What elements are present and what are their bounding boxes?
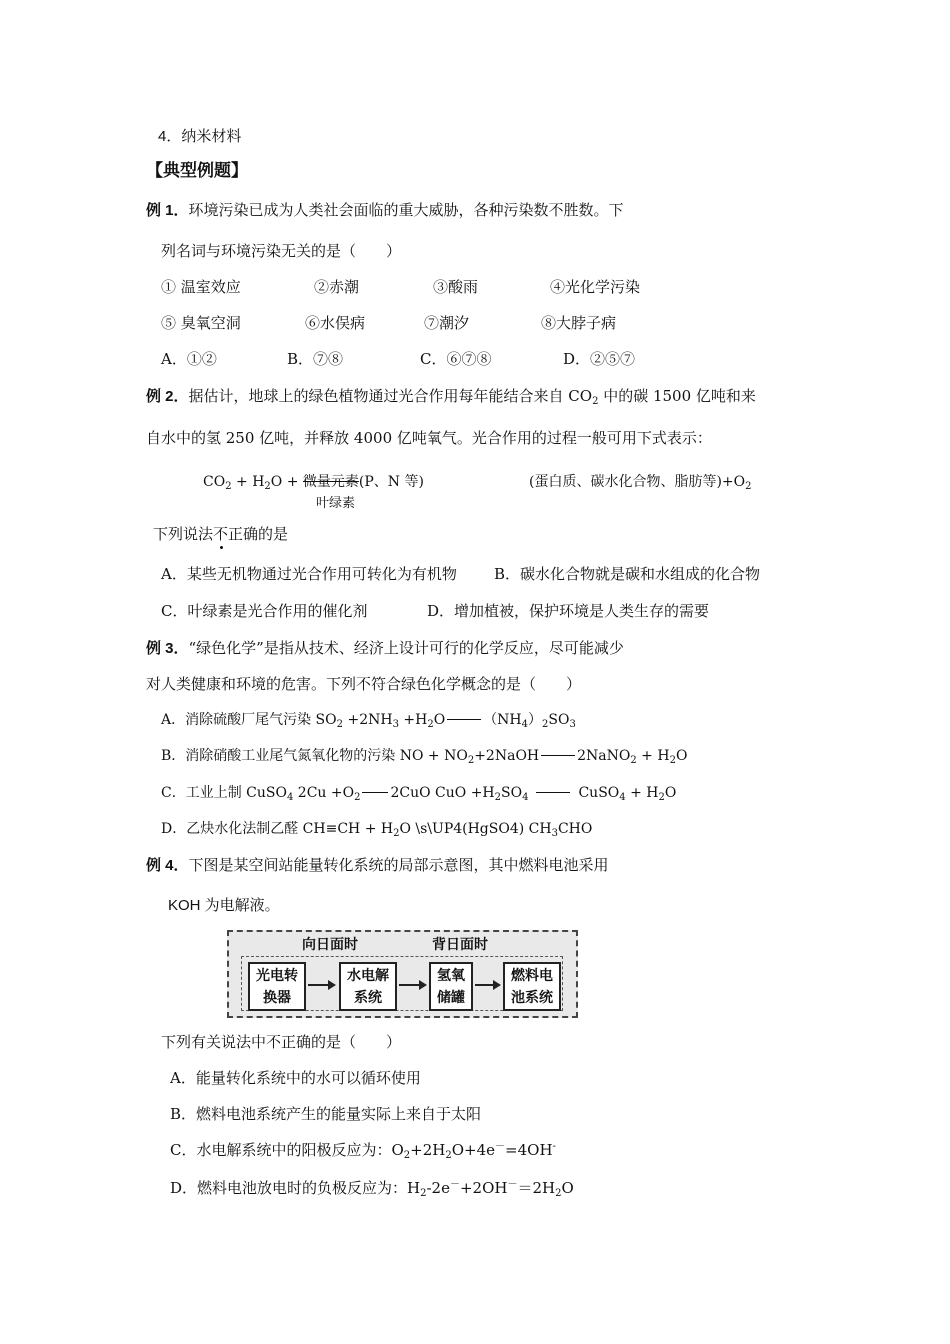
q3-a-text: A．消除硫酸厂尾气污染 SO xyxy=(161,712,337,728)
q3-b-text: B．消除硝酸工业尾气氮氧化物的污染 NO + NO xyxy=(161,748,468,764)
sub: 4 xyxy=(521,719,529,730)
q3-b-eq2: 2NaNO xyxy=(577,748,631,764)
q3-a-eq6: SO xyxy=(548,712,570,728)
q1-text1: 环境污染已成为人类社会面临的重大威胁，各种污染数不胜数。下 xyxy=(188,201,624,219)
q3-c-eq4: CuSO xyxy=(578,785,620,801)
q1-option-a: A．①② xyxy=(161,350,217,368)
box-line: 系统 xyxy=(354,990,382,1006)
eq-h: + H xyxy=(231,474,265,490)
q1-option-b: B．⑦⑧ xyxy=(287,350,344,368)
q2-option-a: A．某些无机物通过光合作用可转化为有机物 xyxy=(161,565,457,583)
equals-line xyxy=(447,719,481,720)
q3-option-c xyxy=(161,783,676,803)
q3-c-eq3: SO xyxy=(501,785,523,801)
q3-line1 xyxy=(146,638,624,659)
q2-option-b: B．碳水化合物就是碳和水组成的化合物 xyxy=(494,565,761,583)
sub: 2 xyxy=(354,792,361,803)
box-line: 池系统 xyxy=(511,990,553,1006)
q3-b-eq4: O xyxy=(675,748,688,764)
q3-a-eq4: （NH xyxy=(483,712,522,728)
diagram-arrow xyxy=(399,984,425,986)
q4-option-d xyxy=(170,1178,574,1198)
diagram-night-label: 背日面时 xyxy=(432,937,488,953)
q4-line2: KOH 为电解液。 xyxy=(168,897,280,914)
q4-line1 xyxy=(146,855,609,876)
sub: 2 xyxy=(669,755,676,766)
equals-line xyxy=(541,755,575,756)
q4-d-a: D．燃料电池放电时的负极反应为：H xyxy=(170,1179,421,1197)
q1-line1 xyxy=(146,200,624,221)
q4-c-c: O+4e xyxy=(451,1141,496,1159)
sup: － xyxy=(507,1179,518,1190)
equals-line xyxy=(362,792,388,793)
equals-line xyxy=(536,792,570,793)
q1-item-2: ②赤潮 xyxy=(314,278,360,296)
q3-c-eq1: 2Cu +O xyxy=(293,785,355,801)
q4-text1: 下图是某空间站能量转化系统的局部示意图，其中燃料电池采用 xyxy=(188,856,609,874)
q1-item-5: ⑤ 臭氧空洞 xyxy=(161,314,241,332)
diagram-box-photoelectric xyxy=(248,962,306,1011)
section-4-title: 4．纳米材料 xyxy=(158,128,242,145)
q1-option-d: D．②⑤⑦ xyxy=(563,350,636,368)
q2-equation-right xyxy=(529,472,752,492)
sub: 2 xyxy=(445,1150,452,1161)
sub: 4 xyxy=(619,792,626,803)
q3-text1: “绿色化学”是指从技术、经济上设计可行的化学反应，尽可能减少 xyxy=(188,639,624,657)
q2-stem-emphasis: 不 xyxy=(213,525,229,543)
eq-products: (蛋白质、碳水化合物、脂肪等)+O xyxy=(529,474,746,490)
q2-stem-b: 正确的是 xyxy=(228,525,289,543)
q2-text1a: 据估计，地球上的绿色植物通过光合作用每年能结合来自 CO xyxy=(188,387,593,405)
sub: 2 xyxy=(630,755,637,766)
q4-c-a: C．水电解系统中的阳极反应为：O xyxy=(170,1141,404,1159)
box-line: 储罐 xyxy=(437,990,465,1006)
sub: 2 xyxy=(658,792,665,803)
q3-a-eq2: +H xyxy=(398,712,428,728)
q1-item-1: ① 温室效应 xyxy=(161,278,241,296)
q4-label: 例 4． xyxy=(146,857,189,874)
q3-b-eq3: + H xyxy=(636,748,670,764)
sub: 3 xyxy=(392,719,399,730)
eq-pn: (P、N 等) xyxy=(358,474,424,490)
q2-option-c: C．叶绿素是光合作用的催化剂 xyxy=(161,602,368,620)
q3-b-eq1: +2NaOH xyxy=(474,748,540,764)
q4-option-b: B．燃料电池系统产生的能量实际上来自于太阳 xyxy=(170,1105,482,1123)
q1-option-c: C．⑥⑦⑧ xyxy=(420,350,492,368)
box-line: 光电转 xyxy=(256,968,298,984)
eq-struck-text: 微量元素 xyxy=(302,474,359,490)
q4-option-c xyxy=(170,1140,556,1160)
sub: 2 xyxy=(427,719,434,730)
q2-stem-a: 下列说法 xyxy=(153,525,214,543)
q1-item-4: ④光化学污染 xyxy=(550,278,641,296)
q4-option-a: A．能量转化系统中的水可以循环使用 xyxy=(170,1069,421,1087)
q4-c-b: +2H xyxy=(410,1141,446,1159)
q2-stem xyxy=(153,524,288,544)
sub: 3 xyxy=(569,719,576,730)
box-line: 换器 xyxy=(263,990,291,1006)
eq-o: O + xyxy=(270,474,303,490)
eq-sub: 2 xyxy=(225,481,232,492)
q2-option-d: D．增加植被，保护环境是人类生存的需要 xyxy=(427,602,710,620)
q1-item-7: ⑦潮汐 xyxy=(424,314,470,332)
sub: 4 xyxy=(522,792,529,803)
q1-label: 例 1． xyxy=(146,202,189,219)
diagram-arrow xyxy=(308,984,334,986)
sub: 2 xyxy=(542,719,549,730)
q3-option-b xyxy=(161,746,687,766)
q4-d-e: O xyxy=(561,1179,574,1197)
q4-d-c: +2OH xyxy=(459,1179,508,1197)
q2-line2: 自水中的氢 250 亿吨，并释放 4000 亿吨氧气。光合作用的过程一般可用下式表示： xyxy=(146,429,712,447)
q3-c-text: C．工业上制 CuSO xyxy=(161,785,287,801)
q4-stem: 下列有关说法中不正确的是（ ） xyxy=(161,1033,402,1051)
box-line: 水电解 xyxy=(347,968,389,984)
q2-equation-left xyxy=(203,472,424,492)
q3-c-eq5: + H xyxy=(625,785,659,801)
q4-c-d: =4OH xyxy=(505,1141,553,1159)
section-heading: 【典型例题】 xyxy=(146,161,248,180)
diagram-box-electrolysis xyxy=(339,962,397,1011)
sub: 2 xyxy=(420,1188,427,1199)
q3-d-text: D．乙炔水化法制乙醛 CH≡CH + H xyxy=(161,821,394,837)
q3-option-d xyxy=(161,819,592,839)
diagram-arrow xyxy=(475,984,499,986)
box-line: 燃料电 xyxy=(511,968,553,984)
q1-item-3: ③酸雨 xyxy=(433,278,479,296)
q4-d-b: -2e xyxy=(426,1179,450,1197)
q2-label: 例 2． xyxy=(146,388,189,405)
q3-c-eq6: O xyxy=(664,785,677,801)
q3-c-eq2: 2CuO CuO +H xyxy=(390,785,495,801)
q2-line1 xyxy=(146,386,756,407)
q3-d-eq1: O \s\UP4(HgSO4) CH xyxy=(399,821,552,837)
q3-a-eq3: O xyxy=(433,712,446,728)
q3-line2: 对人类健康和环境的危害。下列不符合绿色化学概念的是（ ） xyxy=(146,675,582,693)
sub: 2 xyxy=(555,1188,562,1199)
q1-item-6: ⑥水俣病 xyxy=(305,314,366,332)
sup: － xyxy=(449,1179,460,1190)
box-line: 氢氧 xyxy=(437,968,465,984)
diagram-day-label: 向日面时 xyxy=(302,937,358,953)
energy-system-diagram xyxy=(227,930,578,1018)
eq-sub: 2 xyxy=(264,481,271,492)
q3-a-eq1: +2NH xyxy=(343,712,393,728)
eq-co: CO xyxy=(203,474,226,490)
q3-option-a xyxy=(161,710,576,730)
q1-item-8: ⑧大脖子病 xyxy=(541,314,617,332)
sup: － xyxy=(495,1141,506,1152)
eq-sub: 2 xyxy=(745,481,752,492)
diagram-box-storage xyxy=(429,962,473,1011)
sub: 3 xyxy=(551,828,558,839)
sub: 2 xyxy=(494,792,502,803)
q2-text1b: 中的碳 1500 亿吨和来 xyxy=(598,387,756,405)
q2-sub: 2 xyxy=(592,396,599,407)
sub: 2 xyxy=(467,755,475,766)
sub: 2 xyxy=(393,828,400,839)
sub: 4 xyxy=(286,792,294,803)
q2-equation-condition: 叶绿素 xyxy=(316,496,356,511)
sup: - xyxy=(552,1141,556,1152)
sub: 2 xyxy=(336,719,344,730)
q3-d-eq2: CHO xyxy=(557,821,593,837)
q4-d-d: ＝2H xyxy=(517,1179,556,1197)
q3-a-eq5: ） xyxy=(528,712,543,728)
q1-line2: 列名词与环境污染无关的是（ ） xyxy=(161,242,402,260)
q3-label: 例 3． xyxy=(146,640,189,657)
diagram-box-fuel-cell xyxy=(503,962,561,1011)
sub: 2 xyxy=(403,1150,411,1161)
